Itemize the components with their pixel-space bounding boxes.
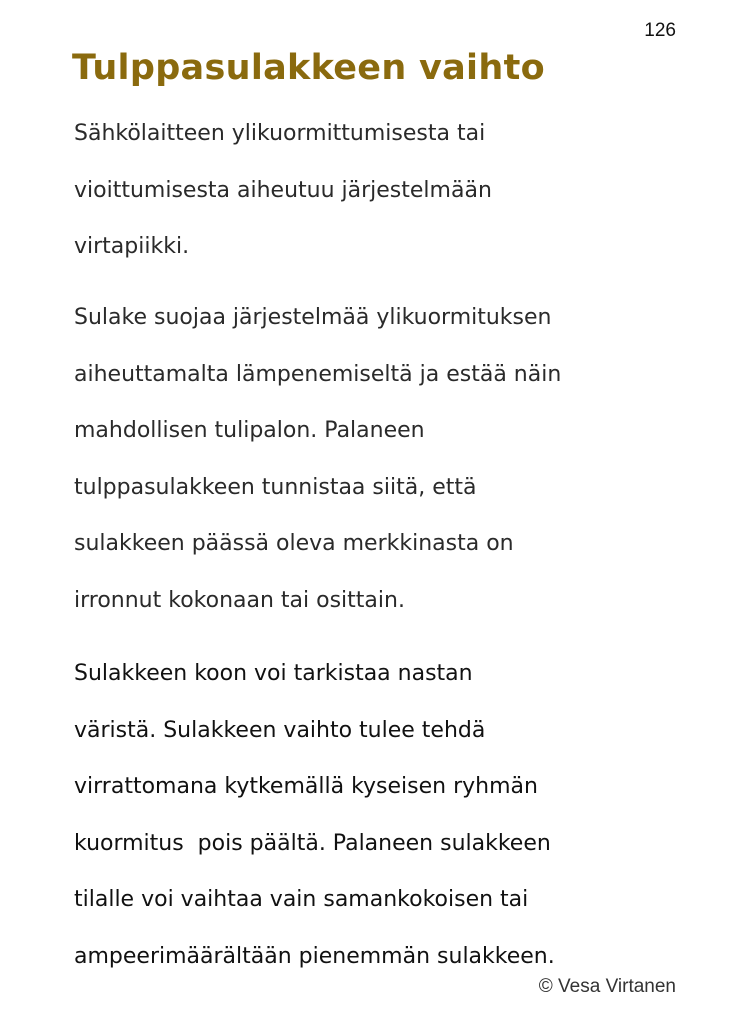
paragraph-1-line-2: vioittumisesta aiheutuu järjestelmään bbox=[74, 177, 492, 203]
paragraph-3 bbox=[74, 646, 714, 985]
paragraph-3-line-5: tilalle voi vaihtaa vain samankokoisen tai bbox=[74, 887, 529, 912]
page-number: 126 bbox=[644, 20, 676, 41]
paragraph-1-line-1: Sähkölaitteen ylikuormittumisesta tai bbox=[74, 121, 486, 146]
paragraph-3-line-2: väristä. Sulakkeen vaihto tulee tehdä bbox=[74, 717, 486, 743]
paragraph-1-line-3: virtapiikki. bbox=[74, 234, 190, 259]
paragraph-3-line-1: Sulakkeen koon voi tarkistaa nastan bbox=[74, 661, 473, 686]
copyright-notice: © Vesa Virtanen bbox=[538, 976, 676, 997]
paragraph-3-line-4: kuormitus pois päältä. Palaneen sulakkeen bbox=[74, 830, 551, 856]
paragraph-3-line-3: virrattomana kytkemällä kyseisen ryhmän bbox=[74, 774, 538, 799]
paragraph-2 bbox=[74, 290, 714, 629]
paragraph-2-line-6: irronnut kokonaan tai osittain. bbox=[74, 587, 405, 613]
paragraph-2-line-1: Sulake suojaa järjestelmää ylikuormituksen bbox=[74, 305, 552, 330]
paragraph-2-line-2: aiheuttamalta lämpenemiseltä ja estää näin bbox=[74, 361, 562, 387]
page-title: Tulppasulakkeen vaihto bbox=[72, 48, 545, 88]
paragraph-2-line-5: sulakkeen päässä oleva merkkinasta on bbox=[74, 531, 514, 556]
paragraph-1 bbox=[74, 106, 714, 276]
paragraph-2-line-3: mahdollisen tulipalon. Palaneen bbox=[74, 418, 425, 443]
paragraph-2-line-4: tulppasulakkeen tunnistaa siitä, että bbox=[74, 474, 477, 500]
paragraph-3-line-6: ampeerimäärältään pienemmän sulakkeen. bbox=[74, 943, 555, 969]
